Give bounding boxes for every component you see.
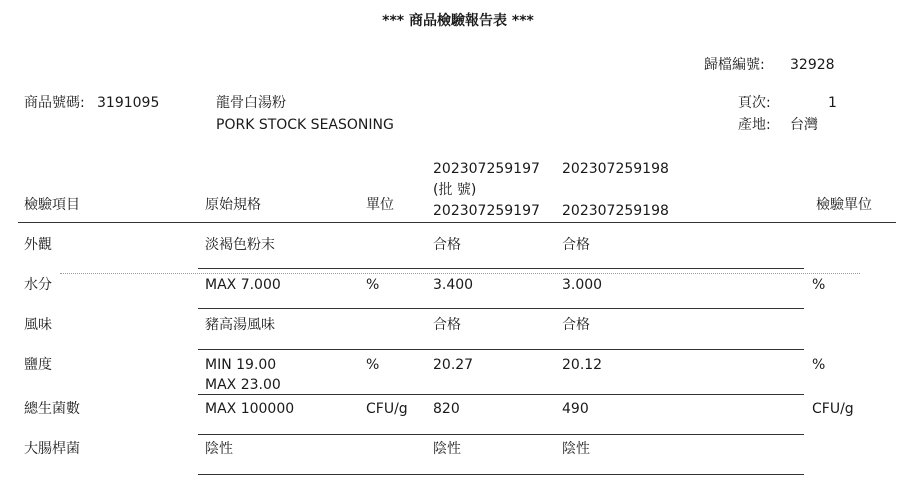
row-batch-a: 3.400 xyxy=(433,277,474,293)
row-spec: MAX 7.000 xyxy=(205,277,281,293)
origin-value: 台灣 xyxy=(790,117,818,133)
file-no-label: 歸檔編號: xyxy=(704,57,765,73)
row-item: 外觀 xyxy=(24,237,52,253)
row-unit: % xyxy=(366,277,380,293)
product-no-value: 3191095 xyxy=(97,95,160,111)
row-spec: 淡褐色粉末 xyxy=(205,237,275,253)
header-batch-a-top: 202307259197 xyxy=(433,161,540,177)
row-batch-b: 20.12 xyxy=(562,357,603,373)
row-item: 總生菌數 xyxy=(24,401,80,417)
page-label: 頁次: xyxy=(738,95,771,111)
product-no-label: 商品號碼: xyxy=(24,95,85,111)
header-item: 檢驗項目 xyxy=(24,197,80,213)
row-batch-b: 490 xyxy=(562,401,589,417)
product-name-en: PORK STOCK SEASONING xyxy=(216,117,394,133)
row-spec: 豬高湯風味 xyxy=(205,317,275,333)
row-test-unit: % xyxy=(812,357,826,373)
row-item: 鹽度 xyxy=(24,357,52,373)
header-batch-label: (批 號) xyxy=(433,182,477,198)
header-batch-b: 202307259198 xyxy=(562,203,669,219)
row-divider xyxy=(198,268,804,269)
row-batch-a: 820 xyxy=(433,401,460,417)
row-spec: 陰性 xyxy=(205,441,233,457)
row-divider xyxy=(198,349,804,350)
header-batch-b-top: 202307259198 xyxy=(562,161,669,177)
row-batch-a: 20.27 xyxy=(433,357,474,373)
report-title: *** 商品檢驗報告表 *** xyxy=(382,13,534,29)
header-spec: 原始規格 xyxy=(205,197,261,213)
file-no-value: 32928 xyxy=(790,57,835,73)
row-batch-a: 合格 xyxy=(433,317,461,333)
row-batch-b: 陰性 xyxy=(562,441,590,457)
row-item: 風味 xyxy=(24,317,52,333)
page-value: 1 xyxy=(828,95,837,111)
row-divider xyxy=(198,308,804,309)
row-divider xyxy=(198,474,804,475)
row-item: 水分 xyxy=(24,277,52,293)
origin-label: 產地: xyxy=(738,117,771,133)
row-batch-a: 合格 xyxy=(433,237,461,253)
row-spec: MIN 19.00 xyxy=(205,357,277,373)
row-divider xyxy=(198,434,804,435)
row-test-unit: % xyxy=(812,277,826,293)
row-batch-b: 合格 xyxy=(562,237,590,253)
row-spec: MAX 100000 xyxy=(205,401,295,417)
header-test-unit: 檢驗單位 xyxy=(816,197,872,213)
row-batch-b: 3.000 xyxy=(562,277,603,293)
row-divider xyxy=(198,394,804,395)
row-spec-line2: MAX 23.00 xyxy=(205,377,281,393)
row-test-unit: CFU/g xyxy=(812,401,854,417)
row-batch-b: 合格 xyxy=(562,317,590,333)
scan-artifact-line xyxy=(60,273,860,274)
header-divider xyxy=(18,222,896,223)
header-batch-a: 202307259197 xyxy=(433,203,540,219)
row-item: 大腸桿菌 xyxy=(24,441,80,457)
row-unit: CFU/g xyxy=(366,401,408,417)
header-unit: 單位 xyxy=(366,197,394,213)
row-unit: % xyxy=(366,357,380,373)
product-name-zh: 龍骨白湯粉 xyxy=(216,95,286,111)
row-batch-a: 陰性 xyxy=(433,441,461,457)
